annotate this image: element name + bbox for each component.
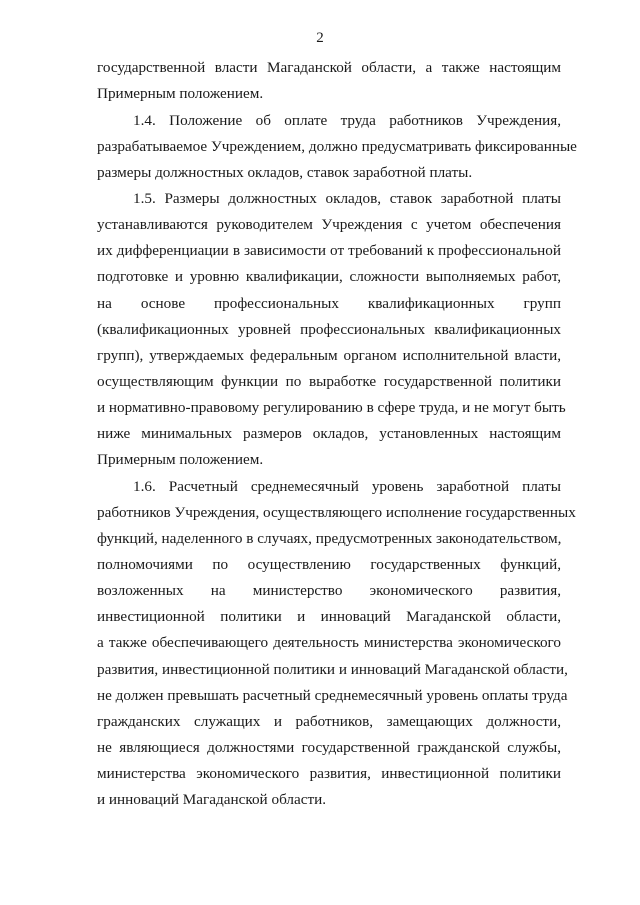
- text-line: а также обеспечивающего деятельность министерства экономического: [97, 634, 561, 651]
- text-line: устанавливаются руководителем Учреждения с учетом обеспечения: [97, 216, 561, 233]
- text-line: возложенных на министерство экономического развития,: [97, 582, 561, 599]
- text-line: групп), утверждаемых федеральным органом исполнительной власти,: [97, 347, 561, 364]
- text-line: развития, инвестиционной политики и инноваций Магаданской области,: [97, 661, 568, 678]
- text-line: и нормативно-правовому регулированию в сфере труда, и не могут быть: [97, 399, 566, 416]
- text-line: гражданских служащих и работников, замещающих должности,: [97, 713, 561, 730]
- text-line: инвестиционной политики и инноваций Магаданской области,: [97, 608, 561, 625]
- text-line: министерства экономического развития, инвестиционной политики: [97, 765, 561, 782]
- text-line: функций, наделенного в случаях, предусмотренных законодательством,: [97, 530, 562, 547]
- text-line: подготовке и уровню квалификации, сложности выполняемых работ,: [97, 268, 561, 285]
- page-number: 2: [316, 30, 324, 46]
- paragraph-1-5-first-line: 1.5. Размеры должностных окладов, ставок заработной платы: [133, 190, 561, 207]
- paragraph-1-6-first-line: 1.6. Расчетный среднемесячный уровень заработной платы: [133, 478, 561, 495]
- text-line: и инноваций Магаданской области.: [97, 791, 327, 808]
- text-line: государственной власти Магаданской области, а также настоящим: [97, 59, 561, 76]
- text-line: на основе профессиональных квалификационных групп: [97, 295, 561, 312]
- text-line: (квалификационных уровней профессиональных квалификационных: [97, 321, 561, 338]
- text-line: осуществляющим функции по выработке государственной политики: [97, 373, 561, 390]
- text-line: работников Учреждения, осуществляющего исполнение государственных: [97, 504, 576, 521]
- text-line: Примерным положением.: [97, 85, 264, 102]
- paragraph-1-4-first-line: 1.4. Положение об оплате труда работников Учреждения,: [133, 112, 561, 129]
- text-line: не являющиеся должностями государственной гражданской службы,: [97, 739, 561, 756]
- text-line: Примерным положением.: [97, 451, 264, 468]
- text-line: их дифференциации в зависимости от требований к профессиональной: [97, 242, 561, 259]
- text-line: ниже минимальных размеров окладов, установленных настоящим: [97, 425, 561, 442]
- text-line: разрабатываемое Учреждением, должно предусматривать фиксированные: [97, 138, 577, 155]
- text-line: не должен превышать расчетный среднемесячный уровень оплаты труда: [97, 687, 568, 704]
- text-line: полномочиями по осуществлению государственных функций,: [97, 556, 561, 573]
- text-line: размеры должностных окладов, ставок заработной платы.: [97, 164, 473, 181]
